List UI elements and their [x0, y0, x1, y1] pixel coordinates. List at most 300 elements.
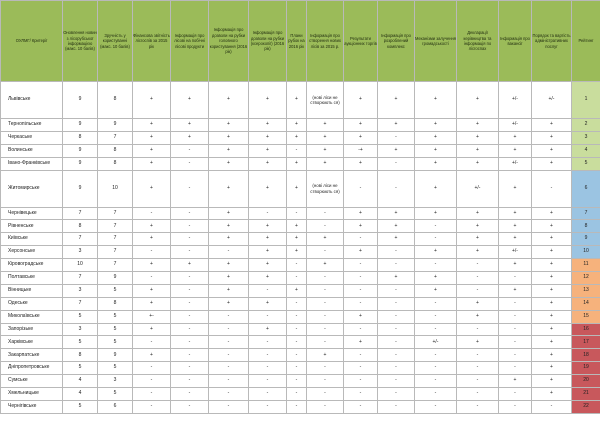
header-cell: Плани рубок на 2016 рік: [287, 1, 307, 82]
value-cell: -: [209, 323, 249, 336]
value-cell: +: [344, 157, 378, 170]
value-cell: -: [499, 388, 532, 401]
value-cell: +: [532, 233, 572, 246]
value-cell: 9: [98, 119, 133, 132]
value-cell: +: [209, 220, 249, 233]
value-cell: -: [171, 400, 209, 413]
value-cell: -: [415, 220, 457, 233]
value-cell: +: [344, 246, 378, 259]
value-cell: 5: [63, 400, 98, 413]
value-cell: -: [344, 170, 378, 207]
value-cell: +: [287, 246, 307, 259]
value-cell: +: [287, 284, 307, 297]
value-cell: +: [209, 144, 249, 157]
value-cell: 9: [63, 170, 98, 207]
value-cell: +: [457, 157, 499, 170]
value-cell: +: [532, 284, 572, 297]
value-cell: +: [133, 297, 171, 310]
value-cell: -: [457, 349, 499, 362]
value-cell: -: [171, 375, 209, 388]
value-cell: +: [457, 82, 499, 119]
value-cell: -: [499, 400, 532, 413]
value-cell: +: [532, 131, 572, 144]
value-cell: 8: [98, 82, 133, 119]
header-cell: Результати аукціонних торгів: [344, 1, 378, 82]
value-cell: +: [249, 170, 287, 207]
value-cell: -: [249, 336, 287, 349]
value-cell: 9: [98, 272, 133, 285]
value-cell: -: [457, 400, 499, 413]
value-cell: +: [307, 233, 344, 246]
value-cell: +: [532, 119, 572, 132]
value-cell: -: [415, 310, 457, 323]
header-cell: Механізми залучення громадськості: [415, 1, 457, 82]
value-cell: -: [249, 207, 287, 220]
value-cell: -: [249, 284, 287, 297]
value-cell: -: [415, 400, 457, 413]
value-cell: -: [209, 336, 249, 349]
value-cell: +: [287, 220, 307, 233]
table-row: [1, 323, 600, 336]
value-cell: +: [249, 82, 287, 119]
value-cell: -: [457, 388, 499, 401]
value-cell: -: [209, 362, 249, 375]
value-cell: +: [378, 220, 415, 233]
value-cell: 6: [98, 400, 133, 413]
value-cell: 8: [98, 157, 133, 170]
value-cell: -: [499, 323, 532, 336]
header-cell: Рейтинг: [572, 1, 600, 82]
value-cell: +: [249, 297, 287, 310]
value-cell: +: [133, 170, 171, 207]
value-cell: -: [171, 157, 209, 170]
value-cell: +: [133, 119, 171, 132]
value-cell: +: [307, 144, 344, 157]
oblast-cell: Львівське: [1, 82, 63, 119]
value-cell: +: [457, 144, 499, 157]
value-cell: +: [532, 375, 572, 388]
rank-cell: 3: [572, 131, 600, 144]
value-cell: -: [378, 349, 415, 362]
oblast-cell: Рівненське: [1, 220, 63, 233]
value-cell: -: [344, 375, 378, 388]
value-cell: -: [378, 375, 415, 388]
value-cell: +: [249, 131, 287, 144]
value-cell: +/-: [499, 157, 532, 170]
value-cell: +/-: [499, 82, 532, 119]
value-cell: +: [307, 119, 344, 132]
value-cell: +: [499, 170, 532, 207]
value-cell: -: [457, 323, 499, 336]
value-cell: -: [307, 323, 344, 336]
oblast-cell: Дніпропетровське: [1, 362, 63, 375]
table-row: [1, 297, 600, 310]
rank-cell: 18: [572, 349, 600, 362]
value-cell: 9: [63, 144, 98, 157]
value-cell: +: [532, 297, 572, 310]
value-cell: +: [415, 119, 457, 132]
value-cell: +: [457, 119, 499, 132]
value-cell: 7: [98, 259, 133, 272]
header-cell: Оновлення новин з лісорубської інформацією (макс. 10 балів): [63, 1, 98, 82]
value-cell: +/-: [499, 246, 532, 259]
oblast-cell: Житомирське: [1, 170, 63, 207]
table-row: [1, 259, 600, 272]
value-cell: 9: [63, 82, 98, 119]
value-cell: +: [344, 82, 378, 119]
value-cell: +: [532, 259, 572, 272]
value-cell: +/-: [499, 119, 532, 132]
value-cell: +: [249, 157, 287, 170]
value-cell: 5: [98, 362, 133, 375]
value-cell: -: [307, 310, 344, 323]
value-cell: +: [171, 131, 209, 144]
value-cell: +: [457, 220, 499, 233]
value-cell: -: [171, 170, 209, 207]
value-cell: -: [415, 323, 457, 336]
value-cell: 5: [98, 310, 133, 323]
table-row: [1, 207, 600, 220]
header-cell: Фінансова звітність лісгоспів за 2015 рік: [133, 1, 171, 82]
oblast-cell: Черкаське: [1, 131, 63, 144]
value-cell: +: [307, 131, 344, 144]
value-cell: -: [344, 388, 378, 401]
value-cell: -: [532, 170, 572, 207]
value-cell: -: [171, 336, 209, 349]
rank-cell: 1: [572, 82, 600, 119]
value-cell: -: [249, 400, 287, 413]
value-cell: +: [415, 284, 457, 297]
value-cell: -+: [344, 144, 378, 157]
value-cell: +/-: [457, 170, 499, 207]
oblast-cell: Кіровоградське: [1, 259, 63, 272]
value-cell: -: [171, 362, 209, 375]
value-cell: -: [133, 388, 171, 401]
oblast-cell: Чернігівське: [1, 400, 63, 413]
value-cell: +: [209, 170, 249, 207]
value-cell: -: [287, 310, 307, 323]
rank-cell: 13: [572, 284, 600, 297]
value-cell: -: [171, 297, 209, 310]
value-cell: -: [307, 207, 344, 220]
value-cell: 3: [98, 375, 133, 388]
value-cell: +: [415, 82, 457, 119]
value-cell: +: [133, 233, 171, 246]
oblast-cell: Харківське: [1, 336, 63, 349]
value-cell: +: [499, 220, 532, 233]
oblast-cell: Закарпатське: [1, 349, 63, 362]
value-cell: -: [171, 246, 209, 259]
value-cell: -: [307, 362, 344, 375]
value-cell: -: [378, 310, 415, 323]
value-cell: (нові ліси не створюють ся): [307, 170, 344, 207]
value-cell: +: [133, 323, 171, 336]
value-cell: +: [532, 310, 572, 323]
value-cell: -: [344, 400, 378, 413]
value-cell: -: [499, 362, 532, 375]
value-cell: 5: [98, 284, 133, 297]
table-row: [1, 336, 600, 349]
value-cell: -: [378, 259, 415, 272]
value-cell: +: [171, 259, 209, 272]
value-cell: -: [287, 323, 307, 336]
value-cell: -: [249, 349, 287, 362]
value-cell: -: [457, 362, 499, 375]
table-row: [1, 400, 600, 413]
value-cell: 5: [98, 336, 133, 349]
rank-cell: 10: [572, 246, 600, 259]
value-cell: +: [249, 233, 287, 246]
value-cell: -: [415, 388, 457, 401]
value-cell: -: [287, 400, 307, 413]
rank-cell: 12: [572, 272, 600, 285]
value-cell: -: [378, 362, 415, 375]
value-cell: +: [287, 233, 307, 246]
rank-cell: 7: [572, 207, 600, 220]
table-row: [1, 131, 600, 144]
value-cell: +-: [133, 310, 171, 323]
value-cell: 5: [98, 323, 133, 336]
value-cell: -: [209, 310, 249, 323]
value-cell: +: [307, 157, 344, 170]
value-cell: +: [532, 246, 572, 259]
value-cell: +: [249, 144, 287, 157]
value-cell: 4: [63, 375, 98, 388]
value-cell: +: [287, 119, 307, 132]
value-cell: +: [209, 119, 249, 132]
value-cell: 7: [98, 220, 133, 233]
value-cell: -: [344, 259, 378, 272]
rank-cell: 6: [572, 170, 600, 207]
value-cell: +: [457, 131, 499, 144]
value-cell: +: [133, 259, 171, 272]
value-cell: +: [378, 233, 415, 246]
value-cell: -: [344, 233, 378, 246]
value-cell: -: [532, 400, 572, 413]
value-cell: -: [133, 207, 171, 220]
value-cell: +: [133, 144, 171, 157]
rank-cell: 22: [572, 400, 600, 413]
value-cell: -: [378, 336, 415, 349]
header-cell: Інформація про лісові на побічні лісові продукти: [171, 1, 209, 82]
value-cell: +: [133, 82, 171, 119]
value-cell: -: [499, 297, 532, 310]
header-cell: Інформація про дозволи на рубки головного користування (2016 рік): [209, 1, 249, 82]
value-cell: -: [307, 336, 344, 349]
value-cell: 7: [63, 233, 98, 246]
value-cell: 7: [98, 207, 133, 220]
value-cell: +: [415, 272, 457, 285]
value-cell: -: [378, 284, 415, 297]
value-cell: +: [532, 144, 572, 157]
value-cell: -: [378, 131, 415, 144]
value-cell: +: [378, 144, 415, 157]
table-row: [1, 170, 600, 207]
value-cell: -: [378, 400, 415, 413]
value-cell: 7: [98, 233, 133, 246]
value-cell: -: [499, 310, 532, 323]
value-cell: -: [133, 246, 171, 259]
value-cell: 3: [63, 246, 98, 259]
value-cell: 4: [63, 388, 98, 401]
value-cell: +: [209, 157, 249, 170]
oblast-cell: Волинське: [1, 144, 63, 157]
value-cell: +: [457, 233, 499, 246]
value-cell: +: [209, 207, 249, 220]
value-cell: -: [307, 246, 344, 259]
value-cell: +: [378, 119, 415, 132]
value-cell: -: [249, 388, 287, 401]
value-cell: +: [532, 349, 572, 362]
value-cell: +: [344, 310, 378, 323]
value-cell: -: [307, 400, 344, 413]
value-cell: -: [171, 323, 209, 336]
value-cell: -: [171, 310, 209, 323]
rank-cell: 16: [572, 323, 600, 336]
value-cell: 7: [98, 131, 133, 144]
value-cell: +: [287, 170, 307, 207]
value-cell: -: [209, 349, 249, 362]
value-cell: 8: [63, 349, 98, 362]
value-cell: +: [457, 246, 499, 259]
value-cell: +: [209, 82, 249, 119]
oblast-cell: Тернопільське: [1, 119, 63, 132]
value-cell: -: [457, 375, 499, 388]
value-cell: 3: [63, 284, 98, 297]
value-cell: +: [133, 349, 171, 362]
value-cell: +: [344, 131, 378, 144]
value-cell: 9: [63, 157, 98, 170]
value-cell: +: [209, 233, 249, 246]
value-cell: -: [344, 362, 378, 375]
rank-cell: 21: [572, 388, 600, 401]
value-cell: -: [171, 388, 209, 401]
value-cell: +: [344, 207, 378, 220]
value-cell: -: [287, 207, 307, 220]
value-cell: +: [532, 220, 572, 233]
value-cell: +: [378, 272, 415, 285]
oblast-cell: Полтавське: [1, 272, 63, 285]
value-cell: +: [415, 157, 457, 170]
header-cell: Порядок та вартість адміністративних послуг: [532, 1, 572, 82]
value-cell: -: [287, 272, 307, 285]
value-cell: -: [209, 388, 249, 401]
value-cell: -: [457, 259, 499, 272]
value-cell: 7: [63, 297, 98, 310]
table-row: [1, 388, 600, 401]
oblast-cell: Хмельницьке: [1, 388, 63, 401]
table-row: [1, 246, 600, 259]
value-cell: +: [249, 119, 287, 132]
value-cell: +: [532, 272, 572, 285]
value-cell: -: [287, 349, 307, 362]
value-cell: +: [532, 157, 572, 170]
value-cell: 5: [98, 388, 133, 401]
header-cell: Зручність у користуванні (макс. 10 балів): [98, 1, 133, 82]
value-cell: -: [499, 336, 532, 349]
value-cell: -: [378, 157, 415, 170]
value-cell: +: [378, 82, 415, 119]
value-cell: -: [171, 284, 209, 297]
value-cell: -: [133, 375, 171, 388]
rank-cell: 2: [572, 119, 600, 132]
table-row: [1, 82, 600, 119]
oblast-cell: Київське: [1, 233, 63, 246]
value-cell: -: [307, 375, 344, 388]
value-cell: +: [415, 144, 457, 157]
value-cell: +: [249, 246, 287, 259]
value-cell: 10: [98, 170, 133, 207]
value-cell: -: [287, 297, 307, 310]
rank-cell: 8: [572, 220, 600, 233]
table-row: [1, 310, 600, 323]
value-cell: 7: [63, 272, 98, 285]
value-cell: +: [171, 82, 209, 119]
value-cell: -: [415, 349, 457, 362]
table-row: [1, 349, 600, 362]
value-cell: +: [532, 207, 572, 220]
value-cell: +: [287, 157, 307, 170]
value-cell: -: [344, 284, 378, 297]
header-row: [1, 1, 600, 82]
value-cell: -: [249, 375, 287, 388]
value-cell: +: [133, 131, 171, 144]
value-cell: +: [344, 336, 378, 349]
oblast-cell: Чернівецьке: [1, 207, 63, 220]
value-cell: +: [499, 375, 532, 388]
value-cell: 8: [63, 220, 98, 233]
value-cell: +: [209, 272, 249, 285]
value-cell: 8: [63, 131, 98, 144]
value-cell: +: [344, 119, 378, 132]
table-row: [1, 220, 600, 233]
oblast-cell: Запорізьке: [1, 323, 63, 336]
value-cell: -: [378, 388, 415, 401]
value-cell: -: [344, 323, 378, 336]
value-cell: -: [378, 297, 415, 310]
value-cell: -: [457, 284, 499, 297]
header-cell: Декларації керівництва та інформація по лісгоспах: [457, 1, 499, 82]
value-cell: -: [171, 220, 209, 233]
table-row: [1, 119, 600, 132]
value-cell: -: [249, 362, 287, 375]
value-cell: -: [209, 400, 249, 413]
value-cell: +: [209, 297, 249, 310]
table-row: [1, 362, 600, 375]
table-body: [1, 82, 600, 414]
rank-cell: 14: [572, 297, 600, 310]
value-cell: +: [415, 170, 457, 207]
oblast-cell: Херсонське: [1, 246, 63, 259]
value-cell: -: [287, 144, 307, 157]
value-cell: +: [415, 131, 457, 144]
value-cell: -: [378, 246, 415, 259]
value-cell: +: [499, 131, 532, 144]
value-cell: 9: [63, 119, 98, 132]
value-cell: +: [532, 362, 572, 375]
header-cell: ОУЛМГ/ Критерії: [1, 1, 63, 82]
rank-cell: 11: [572, 259, 600, 272]
value-cell: +/-: [415, 336, 457, 349]
value-cell: -: [415, 233, 457, 246]
oblast-cell: Івано-Франківське: [1, 157, 63, 170]
value-cell: -: [378, 323, 415, 336]
table-row: [1, 375, 600, 388]
value-cell: -: [344, 272, 378, 285]
rank-cell: 19: [572, 362, 600, 375]
value-cell: +: [344, 220, 378, 233]
rank-cell: 17: [572, 336, 600, 349]
